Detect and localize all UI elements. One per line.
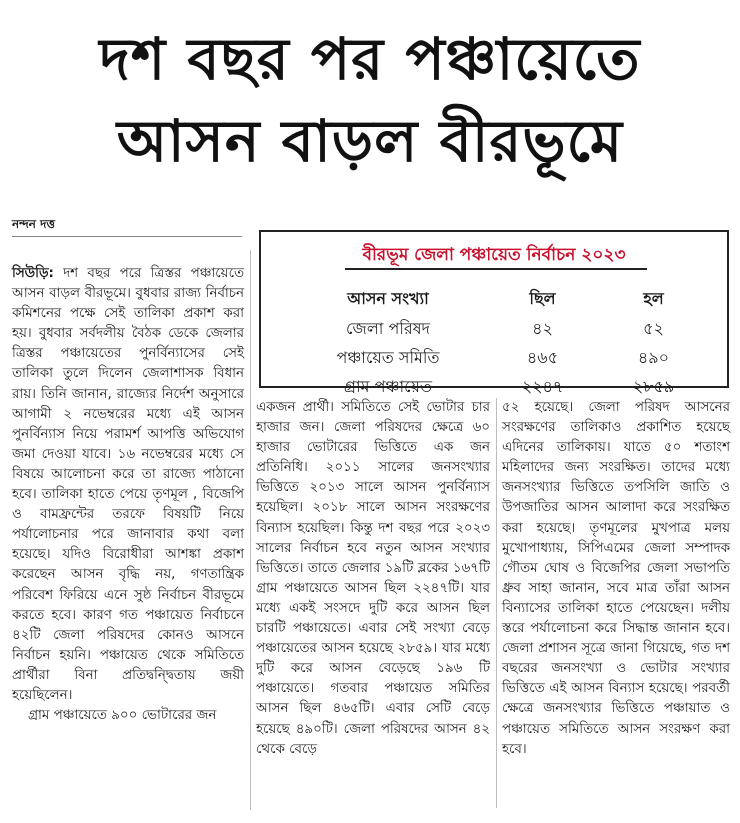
table-title: বীরভূম জেলা পঞ্চায়েত নির্বাচন ২০২৩ <box>362 245 626 265</box>
paragraph-text: দশ বছর পরে ত্রিস্তর পঞ্চায়েতে আসন বাড়ল বীরভূমে। বুধবার রাজ্য নির্বাচন কমিশনের পক্ষে সেই তালিকা প্রকাশ করা হয়। বুধবার সর্বদলীয় বৈঠক ডেকে জেলার ত্রিস্তর পঞ্চায়েতের পুনর্বিন্যাসের সেই তালিকা তুলে দিলেন জেলাশাসক বিধান রায়। তিনি জানান, রাজ্যের নির্দেশ অনুসারে আগামী ২ নভেম্বরের মধ্যে এই আসন পুনর্বিন্যাস নিয়ে পরামর্শ আপত্তি অভিযোগ জমা দেওয়া যাবে। ১৬ নভেম্বরের মধ্যে সে বিষয়ে আলোচনা করে তা রাজ্যে পাঠানো হবে। তালিকা হাতে পেয়ে তৃণমূল , বিজেপি ও বামফ্রন্টের তরফে বিষয়টি নিয়ে পর্যালোচনার পরে জানাবার কথা বলা হয়েছে। যদিও বিরোধীরা আশঙ্কা প্রকাশ করেছেন আসন বৃদ্ধি নয়, গণতান্ত্রিক পরিবেশ ফিরিয়ে এনে সুষ্ঠ নির্বাচন বীরভূমে করতে হবে। কারণ গত পঞ্চায়েত নির্বাচনে ৪২টি জেলা পরিষদের কোনও আসনে নির্বাচন হয়নি। পঞ্চায়েত থেকে সমিতিতে প্রার্থীরা বিনা প্রতিদ্বন্দ্বিতায় জয়ী হয়েছিলেন। <box>12 266 244 703</box>
headline-line-2: আসন বাড়ল বীরভূমে <box>116 107 624 175</box>
byline-divider <box>12 236 242 237</box>
byline: নন্দন দত্ত <box>12 217 56 231</box>
row-was: ৪৬৫ <box>526 348 559 367</box>
results-table <box>289 284 709 402</box>
row-became: ৪৯০ <box>637 348 670 367</box>
column-divider <box>250 250 251 810</box>
row-was: ২২৪৭ <box>521 377 564 396</box>
row-label: পঞ্চায়েত সমিতি <box>336 348 440 367</box>
row-label: জেলা পরিষদ <box>346 319 430 338</box>
table-row <box>289 315 709 344</box>
header-seat-count: আসন সংখ্যা <box>347 289 429 308</box>
row-was: ৪২ <box>532 319 553 338</box>
header-was: ছিল <box>529 289 556 308</box>
column-divider <box>496 398 497 808</box>
article-column-1 <box>12 264 244 726</box>
headline-line-1: দশ বছর পর পঞ্চায়েতে <box>99 25 641 93</box>
results-table-box <box>259 230 729 396</box>
article-paragraph: গ্রাম পঞ্চায়েতে ৯০০ ভোটারের জন <box>28 708 217 724</box>
article-column-3 <box>502 398 730 760</box>
table-header-row <box>289 284 709 315</box>
row-became: ৫২ <box>643 319 664 338</box>
row-became: ২৮৫৯ <box>632 377 675 396</box>
table-row <box>289 344 709 373</box>
article-paragraph: ৫২ হয়েছে। জেলা পরিষদ আসনের সংরক্ষণের তালিকাও প্রকাশিত হয়েছে এদিনের তালিকায়। যাতে ৫০ শতাংশ মহিলাদের জন্য সংরক্ষিত। তাদের মধ্যে জনসংখ্যার ভিত্তিতে তপসিলি জাতি ও উপজাতির আসন আলাদা করে সংরক্ষিত করা হয়েছে। তৃণমূলের মুখপাত্র মলয় মুখোপাধ্যায়, সিপিএমের জেলা সম্পাদক গৌতম ঘোষ ও বিজেপির জেলা সভাপতি ধ্রুব সাহা জানান, সবে মাত্র তাঁরা আসন বিন্যাসের তালিকা হাতে পেয়েছেন। দলীয় স্তরে পর্যালোচনা করে সিদ্ধান্ত জানান হবে। জেলা প্রশাসন সূত্রে জানা গিয়েছে, গত দশ বছরের জনসংখ্যা ও ভোটার সংখ্যার ভিত্তিতে এই আসন বিন্যাস হয়েছে। পরবর্তী ক্ষেত্রে জনসংখ্যার ভিত্তিতে পঞ্চায়াত ও পঞ্চায়েত সমিতিতে আসন সংরক্ষণ করা হবে। <box>502 400 730 757</box>
article-paragraph: একজন প্রার্থী। সমিতিতে সেই ভোটার চার হাজার জন। জেলা পরিষদের ক্ষেত্রে ৬০ হাজার ভোটারের ভিত্তিতে এক জন প্রতিনিধি। ২০১১ সালের জনসংখ্যার ভিত্তিতে ২০১৩ সালে আসন পুনর্বিন্যাস হয়েছিল। ২০১৮ সালে আসন সংরক্ষণের বিন্যাস হয়েছিল। কিন্তু দশ বছর পরে ২০২৩ সালের নির্বাচন হবে নতুন আসন সংখ্যার ভিত্তিতে। তাতে জেলার ১৯টি ব্লকের ১৬৭টি গ্রাম পঞ্চায়েতে আসন ছিল ২২৪৭টি। যার মধ্যে একই সংসদে দুটি করে আসন ছিল চারটি পঞ্চায়েতে। এবার সেই সংখ্যা বেড়ে পঞ্চায়েতের আসন হয়েছে ২৮৫৯। যার মধ্যে দুটি করে আসন বেড়েছে ১৯৬ টি পঞ্চায়েতে। গতবার পঞ্চায়েত সমিতির আসন ছিল ৪৬৫টি। এবার সেটি বেড়ে হয়েছে ৪৯০টি। জেলা পরিষদের আসন ৪২ থেকে বেড়ে <box>256 400 490 757</box>
row-label: গ্রাম পঞ্চায়েত <box>344 377 432 396</box>
headline <box>0 18 740 182</box>
header-became: হল <box>643 289 664 308</box>
table-title-underline <box>345 268 647 270</box>
article-paragraph <box>12 264 244 706</box>
article-column-2 <box>256 398 490 760</box>
dateline: সিউড়ি: <box>12 266 54 281</box>
